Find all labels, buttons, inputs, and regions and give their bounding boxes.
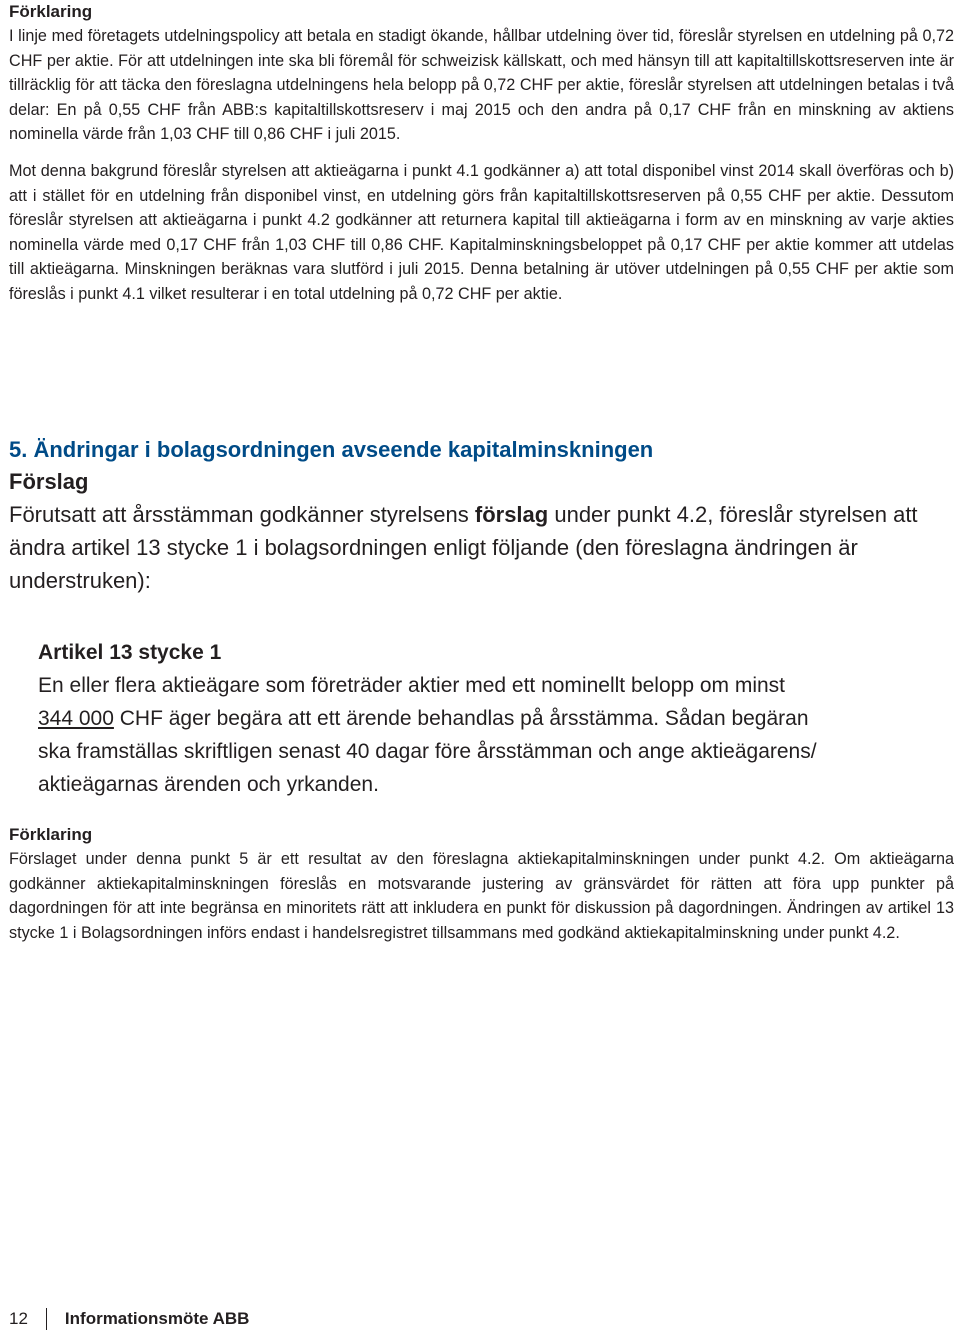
explanation-paragraph-2: Mot denna bakgrund föreslår styrelsen att aktieägarna i punkt 4.1 godkänner a) att total disponibel vinst 2014 skall överföras och b) att i stället för en utdelning från disponibel vinst, en utdelning görs från kapitaltillskottsreserven på 0,55 CHF per aktie. Dessutom föreslår styrelsen att aktieägarna i punkt 4.2 godkänner att returnera kapital till aktieägarna i form av en minskning av varje akties nominella värde med 0,17 CHF från 1,03 CHF till 0,86 CHF. Kapitalminskningsbeloppet på 0,17 CHF per aktie kommer att utdelas till aktieägarna. Minskningen beräknas vara slutförd i juli 2015. Denna betalning är utöver utdelningen på 0,55 CHF per aktie som föreslås i punkt 4.1 vilket resulterar i en total utdelning på 0,72 CHF per aktie. bbox=[9, 161, 954, 303]
section-intro bbox=[9, 498, 954, 597]
publication-name: Informationsmöte ABB bbox=[64, 1309, 250, 1328]
intro-bold-word: förslag bbox=[474, 502, 549, 527]
article-line-2 bbox=[38, 702, 948, 735]
explanation-heading: Förklaring bbox=[9, 2, 93, 21]
article-line-1: En eller flera aktieägare som företräder aktier med ett nominellt belopp om minst bbox=[38, 674, 786, 697]
intro-text-1: Förutsatt att årsstämman godkänner styrelsens bbox=[9, 502, 475, 527]
article-13-block bbox=[38, 636, 948, 801]
article-line-2-rest: CHF äger begära att ett ärende behandlas på årsstämma. Sådan begäran bbox=[113, 707, 809, 730]
intro-text-2: under punkt 4.2, föreslår styrelsen att ändra artikel 13 stycke 1 i bolagsordningen enligt följande (den föreslagna ändringen är understruken): bbox=[9, 502, 918, 593]
explanation-paragraph-1: I linje med företagets utdelningspolicy att betala en stadigt ökande, hållbar utdelning över tid, föreslår styrelsen en utdelning på 0,72 CHF per aktie. För att utdelningen inte ska bli föremål för schweizisk källskatt, och med hänsyn till att kapitaltillskottsreserven inte är tillräcklig för att täcka den föreslagna utdelningens hela belopp på 0,72 CHF per aktie, föreslår styrelsen att utdelningen betalas i två delar: En på 0,55 CHF från ABB:s kapitaltillskottsreserv i maj 2015 och den andra på 0,17 CHF från en minskning av aktiens nominella värde från 1,03 CHF till 0,86 CHF i juli 2015. bbox=[9, 27, 954, 144]
section-5 bbox=[9, 434, 954, 597]
explanation-2-heading: Förklaring bbox=[9, 825, 93, 844]
footer-divider bbox=[46, 1308, 47, 1330]
article-heading: Artikel 13 stycke 1 bbox=[38, 641, 222, 664]
section-title: 5. Ändringar i bolagsordningen avseende kapitalminskningen bbox=[9, 437, 654, 462]
explanation-section-2 bbox=[9, 823, 954, 945]
underlined-amount: 344 000 bbox=[38, 707, 114, 730]
section-subtitle: Förslag bbox=[9, 469, 89, 494]
explanation-section-top bbox=[9, 0, 954, 307]
page-number: 12 bbox=[9, 1309, 28, 1328]
article-line-4: aktieägarnas ärenden och yrkanden. bbox=[38, 773, 379, 796]
article-line-3: ska framställas skriftligen senast 40 dagar före årsstämman och ange aktieägarens/ bbox=[38, 740, 817, 763]
page-footer bbox=[9, 1307, 249, 1331]
explanation-2-paragraph: Förslaget under denna punkt 5 är ett resultat av den föreslagna aktiekapitalminskningen under punkt 4.2. Om aktieägarna godkänner aktiekapitalminskningen föreslås en motsvarande justering av gränsvärdet för rätten att föra upp punkter på dagordningen för att inte begränsa en minoritets rätt att inkludera en punkt för diskussion på dagordningen. Ändringen av artikel 13 stycke 1 i Bolagsordningen införs endast i handelsregistret tillsammans med godkänd aktiekapitalminskning under punkt 4.2. bbox=[9, 850, 954, 942]
